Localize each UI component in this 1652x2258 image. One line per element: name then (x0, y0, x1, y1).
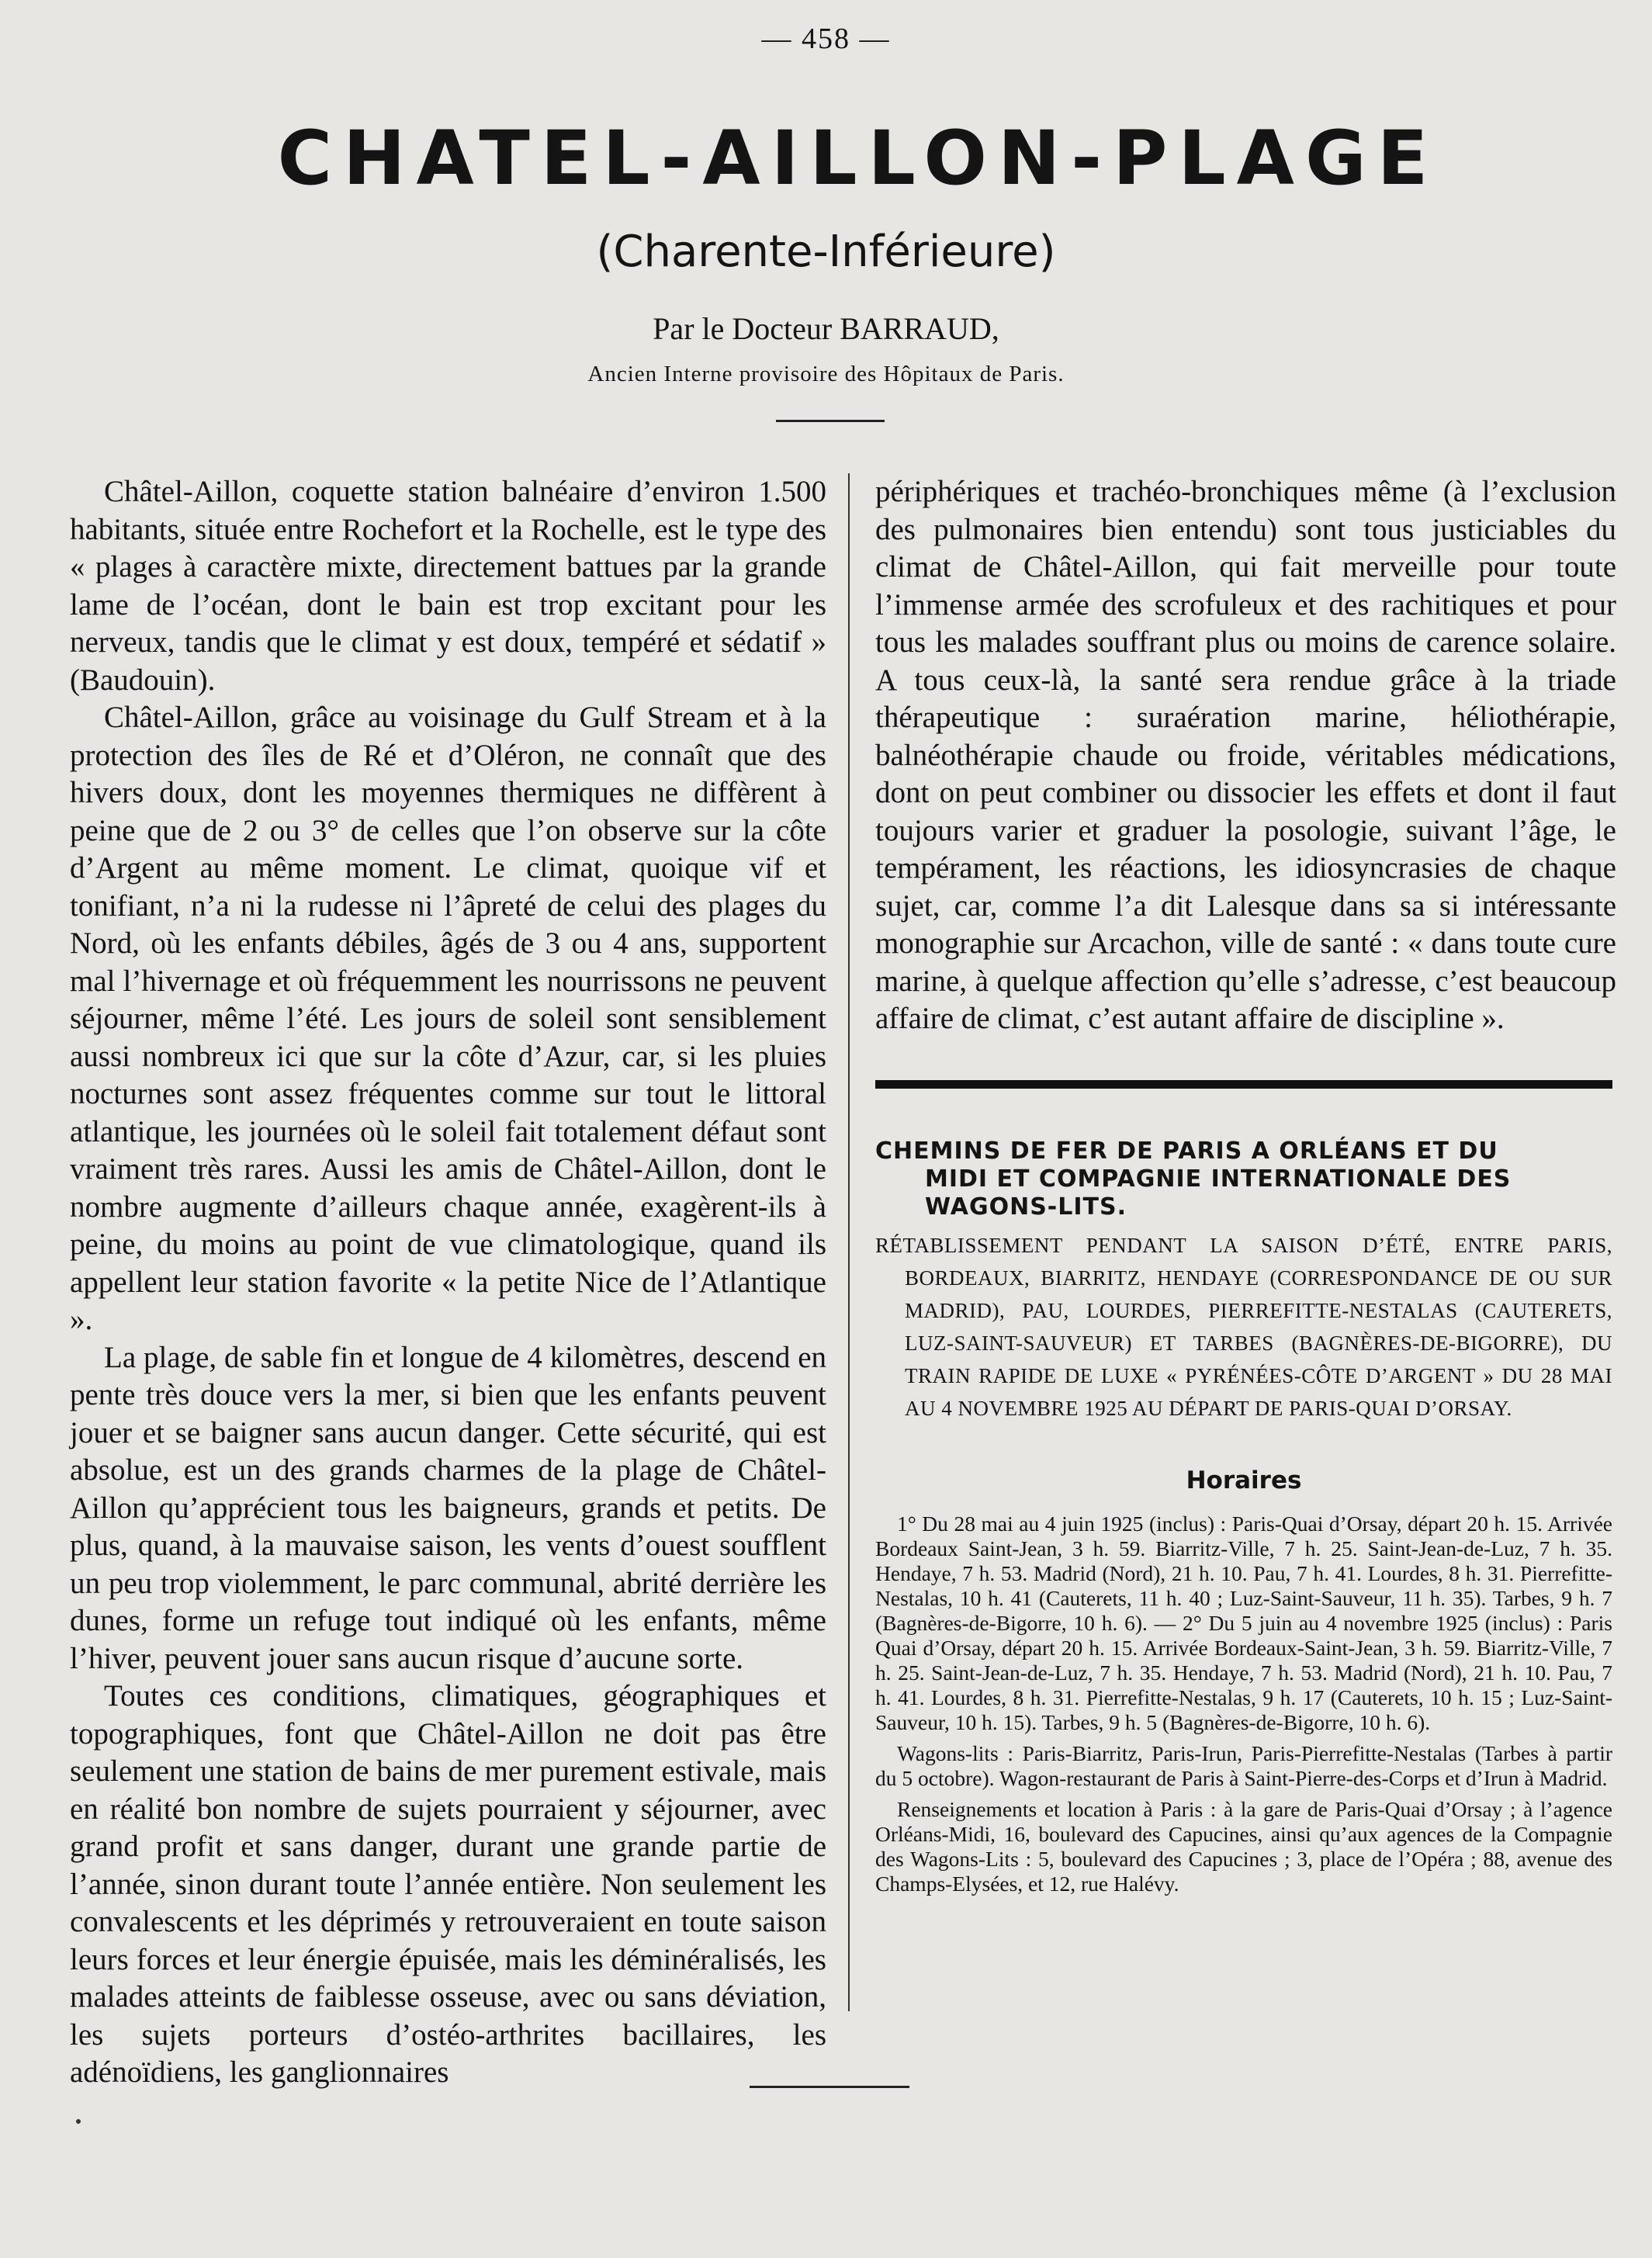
paragraph: La plage, de sable fin et longue de 4 kilomètres, descend en pente très douce vers la mer, si bien que les enfants peuvent jouer et se baigner sans aucun danger. Cette sécurité, qui est absolue, est un des grands charmes de la plage de Châtel-Aillon qu’apprécient tous les baigneurs, grands et petits. De plus, quand, à la mauvaise saison, les vents d’ouest soufflent un peu trop violemment, le parc communal, abrité derrière les dunes, forme un refuge tout indiqué où les enfants, même l’hiver, peuvent jouer sans aucun risque d’aucune sorte. (70, 1340, 826, 1675)
right-column (875, 473, 1616, 1038)
article-subtitle: (Charente-Inférieure) (596, 227, 1056, 277)
horaires-heading: Horaires (1186, 1467, 1302, 1494)
railway-title-line: MIDI ET COMPAGNIE INTERNATIONALE DES (925, 1165, 1512, 1193)
footer-divider (750, 2086, 909, 2088)
title-divider (776, 420, 885, 422)
railway-title-line: WAGONS-LITS. (925, 1193, 1127, 1221)
schedule-paragraph: Renseignements et location à Paris : à la gare de Paris-Quai d’Orsay ; à l’agence Orléans-Midi, 16, boulevard des Capucines, ainsi qu’aux agences de la Compagnie des Wagons-Lits : 5, boulevard des Capucines ; 3, place de l’Opéra ; 88, avenue des Champs-Elysées, et 12, rue Halévy. (875, 1797, 1612, 1896)
section-divider (875, 1080, 1612, 1089)
paragraph: périphériques et trachéo-bronchiques même (à l’exclusion des pulmonaires bien entendu) sont tous justiciables du climat de Châtel-Aillon, qui fait merveille pour toute l’immense armée des scrofuleux et des rachitiques et pour tous les malades souffrant plus ou moins de carence solaire. A tous ceux-là, la santé sera rendue grâce à la triade thérapeutique : suraération marine, héliothérapie, balnéothérapie chaude ou froide, véritables médications, dont on peut combiner ou dissocier les effets et dont il faut toujours varier et graduer la posologie, suivant l’âge, le tempérament, les réactions, les idiosyncrasies de chaque sujet, car, comme l’a dit Lalesque dans sa si intéressante monographie sur Arcachon, ville de santé : « dans toute cure marine, à quelque affection qu’elle s’adresse, c’est beaucoup affaire de climat, c’est autant affaire de discipline ». (875, 475, 1616, 1035)
railway-notice-subtitle (875, 1229, 1612, 1425)
column-divider (848, 473, 850, 2011)
paragraph: Toutes ces conditions, climatiques, géographiques et topographiques, font que Châtel-Aillon ne doit pas être seulement une station de bains de mer purement estivale, mais en réalité bon nombre de sujets pourraient y séjourner, avec grand profit et sans danger, durant une grande partie de l’année, sinon durant toute l’année entière. Non seulement les convalescents et les déprimés y retrouveraient en toute saison leurs forces et leur énergie épuisée, mais les déminéralisés, les malades atteints de faiblesse osseuse, avec ou sans déviation, les sujets porteurs d’ostéo-arthrites bacillaires, les adénoïdiens, les ganglionnaires (70, 1679, 826, 2089)
left-column (70, 473, 826, 2092)
article-title: CHATEL-AILLON-PLAGE (277, 115, 1439, 202)
paragraph: Châtel-Aillon, grâce au voisinage du Gulf Stream et à la protection des îles de Ré et d’Oléron, ne connaît que des hivers doux, dont les moyennes thermiques ne diffèrent à peine que de 2 ou 3° de celles que l’on observe sur la côte d’Argent au même moment. Le climat, quoique vif et tonifiant, n’a ni la rudesse ni l’âpreté de celui des plages du Nord, où les enfants débiles, âgés de 3 ou 4 ans, supportent mal l’hivernage et où fréquemment les nourrissons ne peuvent séjourner, même l’été. Les jours de soleil sont sensiblement aussi nombreux ici que sur la côte d’Azur, car, si les pluies nocturnes sont assez fréquentes comme sur tout le littoral atlantique, les journées où le soleil fait totalement défaut sont vraiment très rares. Aussi les amis de Châtel-Aillon, dont le nombre augmente d’ailleurs chaque année, exagèrent-ils à peine, du moins au point de vue climatologique, quand ils appellent leur station favorite « la petite Nice de l’Atlantique ». (70, 701, 826, 1336)
railway-notice-title (875, 1138, 1609, 1221)
schedule-paragraph: 1° Du 28 mai au 4 juin 1925 (inclus) : Paris-Quai d’Orsay, départ 20 h. 15. Arrivée Bordeaux Saint-Jean, 3 h. 59. Biarritz-Ville, 7 h. 25. Saint-Jean-de-Luz, 7 h. 35. Hendaye, 7 h. 53. Madrid (Nord), 21 h. 10. Pau, 7 h. 41. Lourdes, 8 h. 31. Pierrefitte-Nestalas, 10 h. 41 (Cauterets, 11 h. 40 ; Luz-Saint-Sauveur, 11 h. 35). Tarbes, 9 h. 7 (Bagnères-de-Bigorre, 10 h. 6). — 2° Du 5 juin au 4 novembre 1925 (inclus) : Paris Quai d’Orsay, départ 20 h. 15. Arrivée Bordeaux-Saint-Jean, 3 h. 59. Biarritz-Ville, 7 h. 25. Saint-Jean-de-Luz, 7 h. 35. Hendaye, 7 h. 53. Madrid (Nord), 21 h. 10. Pau, 7 h. 41. Lourdes, 8 h. 31. Pierrefitte-Nestalas, 9 h. 17 (Cauterets, 10 h. 15 ; Luz-Saint-Sauveur, 10 h. 15). Tarbes, 9 h. 5 (Bagnères-de-Bigorre, 10 h. 6). (875, 1512, 1612, 1734)
railway-title-line: CHEMINS DE FER DE PARIS A ORLÉANS ET DU (875, 1138, 1498, 1165)
schedule-paragraph: Wagons-lits : Paris-Biarritz, Paris-Irun, Paris-Pierrefitte-Nestalas (Tarbes à partir du 5 octobre). Wagon-restaurant de Paris à Saint-Pierre-des-Corps et d’Irun à Madrid. (875, 1741, 1612, 1790)
railway-schedule (875, 1512, 1612, 1903)
ink-speck (76, 2119, 81, 2124)
railway-subtitle-text: RÉTABLISSEMENT PENDANT LA SAISON D’ÉTÉ, ENTRE PARIS, BORDEAUX, BIARRITZ, HENDAYE (CORRESPONDANCE DE OU SUR MADRID), PAU, LOURDES, PIERREFITTE-NESTALAS (CAUTERETS, LUZ-SAINT-SAUVEUR) ET TARBES (BAGNÈRES-DE-BIGORRE), DU TRAIN RAPIDE DE LUXE « PYRÉNÉES-CÔTE D’ARGENT » DU 28 MAI AU 4 NOVEMBRE 1925 AU DÉPART DE PARIS-QUAI D’ORSAY. (875, 1234, 1612, 1420)
page-number: — 458 — (761, 23, 891, 55)
author-byline: Par le Docteur BARRAUD, (653, 311, 999, 346)
paragraph: Châtel-Aillon, coquette station balnéaire d’environ 1.500 habitants, située entre Rochefort et la Rochelle, est le type des « plages à caractère mixte, directement battues par la grande lame de l’océan, dont le bain est trop excitant pour les nerveux, tandis que le climat y est doux, tempéré et sédatif » (Baudouin). (70, 475, 826, 697)
author-credit: Ancien Interne provisoire des Hôpitaux de Paris. (587, 362, 1065, 386)
